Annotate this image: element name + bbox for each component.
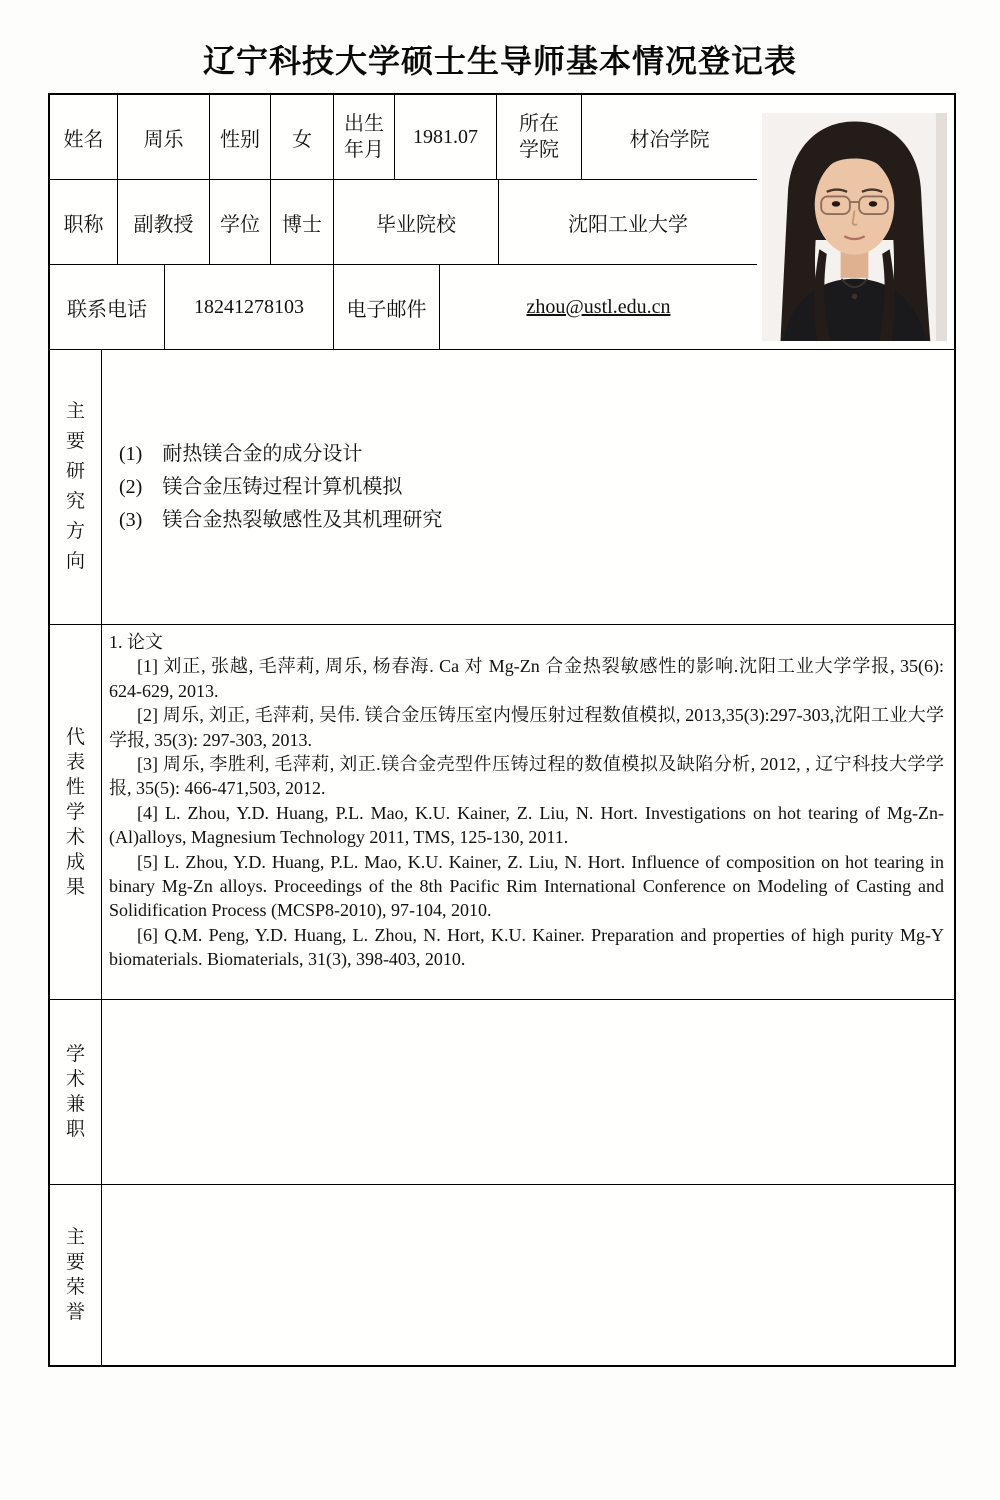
graduate-value: 沈阳工业大学: [499, 180, 757, 265]
section-honors: [50, 1185, 954, 1365]
email-label: 电子邮件: [334, 265, 440, 350]
achievements-content: [102, 625, 954, 1000]
achievements-header: 代表性学术成果: [50, 625, 102, 1000]
degree-value: 博士: [271, 180, 334, 265]
parttime-content: [102, 1000, 954, 1185]
prof-title-label: 职称: [50, 180, 118, 265]
phone-label: 联系电话: [50, 265, 165, 350]
portrait-photo: [762, 113, 947, 341]
publication-item: [3] 周乐, 李胜利, 毛萍莉, 刘正.镁合金壳型件压铸过程的数值模拟及缺陷分析, 2012, , 辽宁科技大学学报, 35(5): 466-471,503, 2012.: [109, 754, 944, 799]
basic-info-block: [50, 95, 954, 350]
info-row-2: [50, 180, 757, 265]
publications-heading: 1. 论文: [109, 632, 163, 652]
section-achievements: [50, 625, 954, 1000]
degree-label: 学位: [210, 180, 271, 265]
research-item: (3) 镁合金热裂敏感性及其机理研究: [119, 508, 443, 531]
graduate-label: 毕业院校: [334, 180, 499, 265]
college-label: 所在学院: [497, 95, 582, 180]
research-item: (2) 镁合金压铸过程计算机模拟: [119, 475, 403, 498]
page-title: 辽宁科技大学硕士生导师基本情况登记表: [202, 43, 797, 79]
photo-cell: [757, 95, 954, 350]
birth-label: 出生年月: [334, 95, 395, 180]
research-item: (1) 耐热镁合金的成分设计: [119, 442, 363, 465]
publication-item: [2] 周乐, 刘正, 毛萍莉, 吴伟. 镁合金压铸压室内慢压射过程数值模拟, 2013,35(3):297-303,沈阳工业大学学报, 35(3): 297-303, 2013.: [109, 705, 944, 750]
research-content: [102, 350, 954, 625]
gender-label: 性别: [210, 95, 271, 180]
publication-item: [1] 刘正, 张越, 毛萍莉, 周乐, 杨春海. Ca 对 Mg-Zn 合金热裂敏感性的影响.沈阳工业大学学报, 35(6): 624-629, 2013.: [109, 656, 944, 701]
birth-value: 1981.07: [395, 95, 497, 180]
honors-header: 主要荣誉: [50, 1185, 102, 1365]
publication-item: [4] L. Zhou, Y.D. Huang, P.L. Mao, K.U. Kainer, Z. Liu, N. Hort. Investigations on hot tearing of Mg-Zn-(Al)alloys, Magnesium Technology 2011, TMS, 125-130, 2011.: [109, 802, 944, 848]
honors-content: [102, 1185, 954, 1365]
prof-title-value: 副教授: [118, 180, 210, 265]
email-link[interactable]: zhou@ustl.edu.cn: [526, 295, 671, 318]
publication-item: [6] Q.M. Peng, Y.D. Huang, L. Zhou, N. Hort, K.U. Kainer. Preparation and properties of high purity Mg-Y biomaterials. Biomaterials, 31(3), 398-403, 2010.: [109, 924, 944, 970]
college-value: 材冶学院: [582, 95, 757, 180]
phone-value: 18241278103: [165, 265, 334, 350]
section-research: [50, 350, 954, 625]
gender-value: 女: [271, 95, 334, 180]
parttime-header: 学术兼职: [50, 1000, 102, 1185]
publication-item: [5] L. Zhou, Y.D. Huang, P.L. Mao, K.U. Kainer, Z. Liu, N. Hort. Influence of composition on hot tearing in binary Mg-Zn alloys. Proceedings of the 8th Pacific Rim International Conference on Modeling of Casting and Solidification Process (MCSP8-2010), 97-104, 2010.: [109, 851, 944, 921]
name-value: 周乐: [118, 95, 210, 180]
email-value: [440, 265, 757, 350]
research-header: 主要研究方向: [50, 350, 102, 625]
info-table: [48, 93, 956, 1367]
info-row-1: [50, 95, 757, 180]
section-parttime: [50, 1000, 954, 1185]
info-row-3: [50, 265, 757, 350]
name-label: 姓名: [50, 95, 118, 180]
